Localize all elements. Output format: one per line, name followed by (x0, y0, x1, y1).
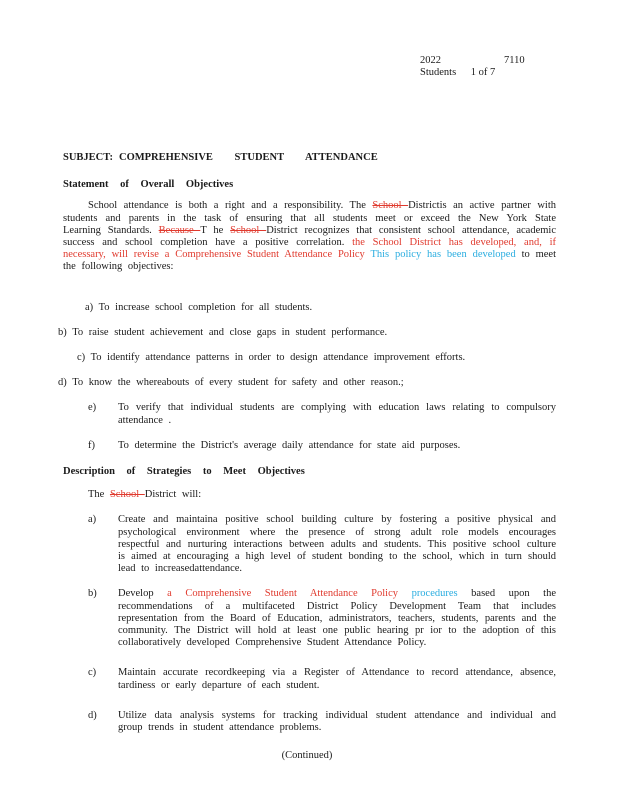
section-heading-strategies: Description of Strategies to Meet Objectives (63, 466, 305, 478)
list-item (85, 302, 556, 314)
list-item (58, 377, 556, 389)
text-segment: Districtis an active partner with students and parents in the task of ensuring that all students meet or exceed the New York State Learning Standards. (63, 200, 557, 236)
item-text (118, 667, 556, 691)
text-segment: The (88, 489, 110, 501)
text-segment: District will: (144, 489, 202, 501)
objectives-list (58, 302, 556, 452)
item-letter: a) (85, 301, 99, 313)
revision-text-segment: the School District has developed, and, if necessary, will revise a Comprehensive Student Attendance Policy (63, 237, 556, 261)
revision-text-segment: This policy has been developed (370, 249, 522, 261)
text-segment: Utilize data analysis systems for tracking individual student attendance and individual and group trends in student attendance problems. (118, 709, 556, 734)
item-text (91, 352, 466, 363)
item-text (72, 377, 403, 388)
item-text (118, 440, 556, 452)
list-item (88, 710, 556, 734)
page-header (420, 55, 525, 79)
text-segment: Maintain accurate recordkeeping via a Register of Attendance to record attendance, absence, tardiness or early departure of each student. (118, 667, 556, 691)
text-segment: To raise student achievement and close gaps in student performance. (72, 326, 388, 338)
item-letter: d) (58, 377, 73, 389)
text-segment: based upon the recommendations of a multifaceted District Policy Development Team that includes representation from the Board of Education, administrators, teachers, students, parents and the community. The District will hold at least one public hearing pr ior to the adoption of this collaboratively developed Comprehensive Student Attendance Policy. (118, 588, 556, 649)
revision-text-segment: School (109, 489, 145, 501)
subject-title: COMPREHENSIVE STUDENT ATTENDANCE (118, 152, 378, 163)
revision-text-segment: School (372, 200, 409, 212)
revision-text-segment: School (230, 224, 267, 236)
revision-text-segment: procedures (411, 588, 472, 600)
list-item (77, 352, 556, 364)
item-letter: a) (88, 514, 97, 526)
text-segment: To know the whereabouts of every student for safety and other reason.; (72, 377, 404, 389)
list-item (88, 588, 556, 649)
item-letter: d) (88, 709, 97, 721)
text-segment: To identify attendance patterns in order to design attendance improvement efforts. (90, 352, 466, 364)
section-heading-statement: Statement of Overall Objectives (63, 179, 234, 191)
text-segment: District recognizes that consistent school attendance, academic success and school completion have a positive correlation. (63, 224, 557, 249)
item-text (72, 327, 387, 338)
list-item (88, 440, 556, 452)
text-segment: To determine the District's average daily attendance for state aid purposes. (118, 439, 461, 451)
item-text (118, 588, 556, 649)
text-segment: School attendance is both a right and a responsibility. The (88, 200, 373, 212)
strategies-intro (63, 489, 556, 501)
document-body (58, 152, 556, 763)
text-segment: Create and maintaina positive school building culture by fostering a positive physical and psychological environment where the presence of strong adult role models encourages respectful and nurturing interactions between adults and students. This positive school culture is aimed at encouraging a high level of student bonding to the school, which in turn should lead to increasedattendance. (118, 514, 556, 575)
list-item (88, 667, 556, 691)
list-item (88, 402, 556, 426)
item-letter: c) (77, 352, 91, 364)
statement-paragraph (63, 200, 556, 273)
text-segment: To increase school completion for all students. (98, 301, 313, 313)
revision-text-segment: Because (158, 224, 201, 236)
header-category: Students (420, 67, 457, 79)
item-letter: f) (88, 439, 95, 451)
revision-text-segment: a Comprehensive Student Attendance Policy (167, 588, 412, 600)
continued-note: (Continued) (281, 750, 333, 762)
header-line-1 (420, 55, 525, 67)
item-letter: b) (88, 588, 97, 600)
item-text (118, 710, 556, 734)
list-item (58, 327, 556, 339)
text-segment: Develop (118, 588, 168, 600)
item-letter: c) (88, 667, 97, 679)
item-text (99, 302, 313, 313)
list-item (88, 514, 556, 575)
subject-label: SUBJECT: (63, 152, 113, 163)
header-year: 2022 (420, 55, 441, 66)
item-text (118, 514, 556, 575)
text-segment: T he (200, 224, 231, 236)
item-text (118, 402, 556, 426)
subject-line (63, 152, 556, 164)
text-segment: to meet the following objectives: (63, 249, 556, 273)
text-segment: To verify that individual students are complying with education laws relating to compulsory attendance . (118, 402, 556, 426)
strategies-list (58, 514, 556, 734)
item-letter: e) (88, 402, 97, 414)
header-page-number: 1 of 7 (470, 67, 496, 79)
header-policy-code: 7110 (504, 55, 525, 66)
item-letter: b) (58, 326, 73, 338)
header-line-2 (420, 67, 495, 79)
